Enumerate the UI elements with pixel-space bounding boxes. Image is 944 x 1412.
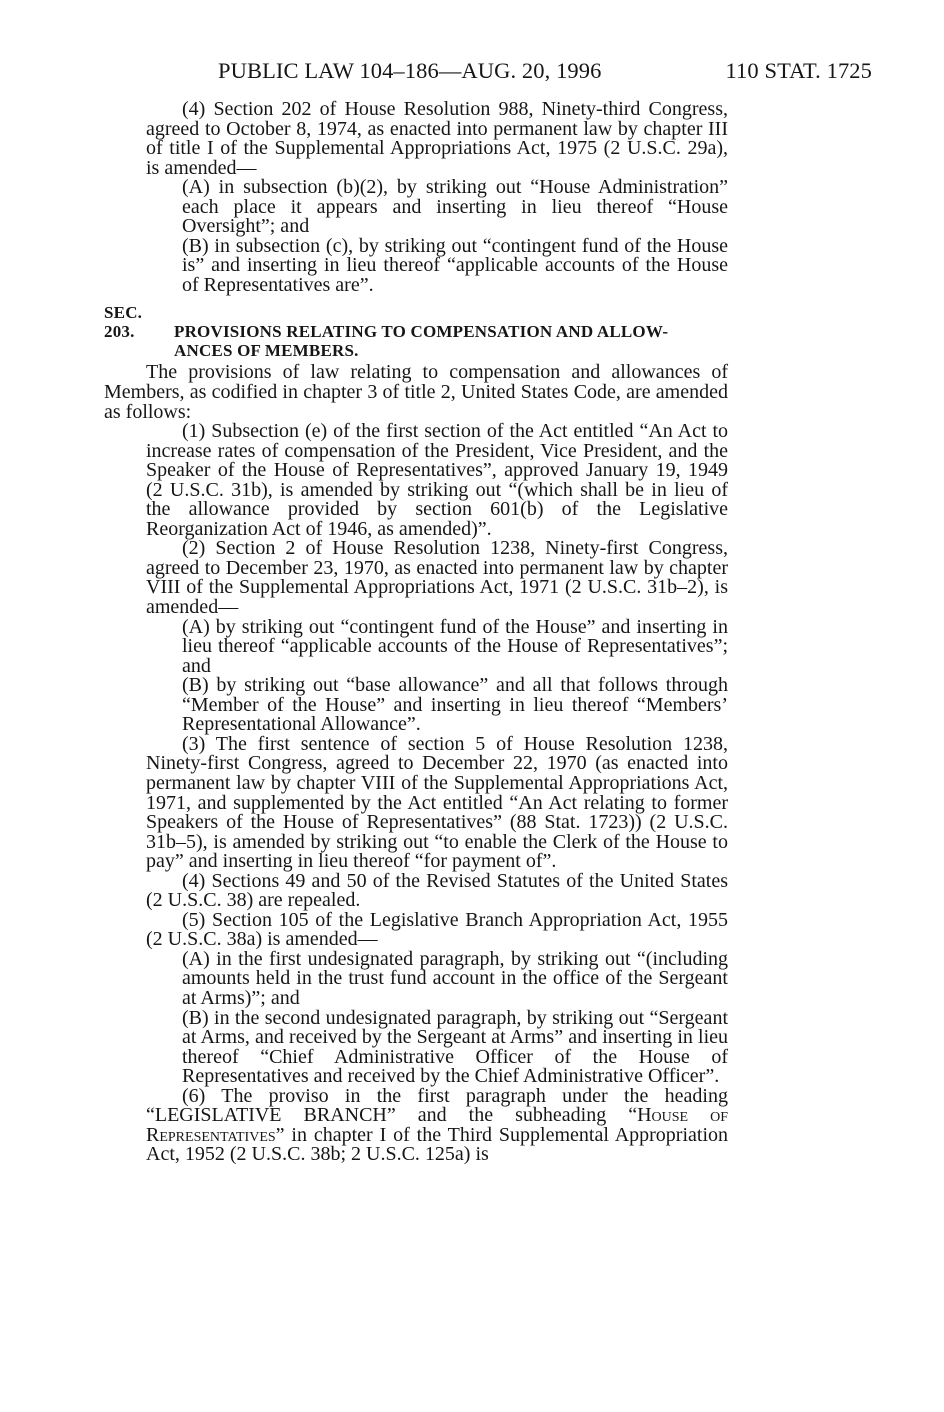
paragraph-4-a-text: (A) in subsection (b)(2), by striking out “House Administration” each place it appears and inserting in lieu thereof “House Oversight”; and [182, 176, 728, 238]
paragraph-2-b-text: (B) by striking out “base allowance” and all that follows through “Member of the House” and inserting in lieu thereof “Members’ Representational Allowance”. [182, 674, 728, 736]
paragraph-5-a [146, 947, 728, 1009]
paragraph-2-a [146, 615, 728, 677]
paragraph-5-a-text: (A) in the first undesignated paragraph, by striking out “(including amounts held in the trust fund account in the office of the Sergeant at Arms)”; and [182, 947, 728, 1009]
paragraph-4-b [146, 234, 728, 296]
paragraph-6 [146, 1084, 728, 1166]
statute-reference: 110 STAT. 1725 [725, 58, 872, 83]
paragraph-3: (3) The first sentence of section 5 of House Resolution 1238, Ninety-first Congress, agreed to December 22, 1970 (as enacted into permanent law by chapter VIII of the Supplemental Appropriations Act, 1971, and supplemented by the Act entitled “An Act relating to former Speakers of the House of Representatives” (88 Stat. 1723)) (2 U.S.C. 31b–5), is amended by striking out “to enable the Clerk of the House to pay” and inserting in lieu thereof “for payment of”. [146, 732, 728, 873]
section-intro: The provisions of law relating to compensation and allowances of Members, as codified in chapter 3 of title 2, United States Code, are amended as follows: [104, 361, 728, 423]
page-header [218, 58, 872, 86]
paragraph-2: (2) Section 2 of House Resolution 1238, Ninety-first Congress, agreed to December 23, 1970, as enacted into permanent law by chapter VIII of the Supplemental Appropriations Act, 1971 (2 U.S.C. 31b–2), is amended— [146, 537, 728, 619]
paragraph-5: (5) Section 105 of the Legislative Branch Appropriation Act, 1955 (2 U.S.C. 38a) is amended— [146, 908, 728, 951]
paragraph-2-b [146, 676, 728, 735]
paragraph-4-intro: (4) Section 202 of House Resolution 988, Ninety-third Congress, agreed to October 8, 1974, as enacted into permanent law by chapter III of title I of the Supplemental Appropriations Act, 1975 (2 U.S.C. 29a), is amended— [146, 98, 728, 179]
paragraph-6-subheading: House of Representatives [146, 1104, 728, 1146]
running-head: PUBLIC LAW 104–186—AUG. 20, 1996 [218, 58, 602, 83]
section-title-line1: PROVISIONS RELATING TO COMPENSATION AND ALLOW- [174, 322, 669, 342]
section-heading [104, 303, 728, 360]
paragraph-5-b-text: (B) in the second undesignated paragraph, by striking out “Sergeant at Arms, and received by the Sergeant at Arms” and inserting in lieu thereof “Chief Administrative Officer of the House of Representatives and received by the Chief Administrative Officer”. [182, 1006, 728, 1088]
section-number: SEC. 203. [104, 303, 143, 342]
paragraph-2-a-text: (A) by striking out “contingent fund of the House” and inserting in lieu thereof “applicable accounts of the House of Representatives”; and [182, 615, 728, 677]
paragraph-6-part2: ” in chapter I of the Third Supplemental Appropriation Act, 1952 (2 U.S.C. 38b; 2 U.S.C. 125a) is [146, 1123, 728, 1166]
paragraph-4-a [146, 178, 728, 237]
paragraph-1: (1) Subsection (e) of the first section of the Act entitled “An Act to increase rates of compensation of the President, Vice President, and the Speaker of the House of Representatives”, approved January 19, 1949 (2 U.S.C. 31b), is amended by striking out “(which shall be in lieu of the allowance provided by section 601(b) of the Legislative Reorganization Act of 1946, as amended)”. [146, 420, 728, 540]
paragraph-4-b-text: (B) in subsection (c), by striking out “contingent fund of the House is” and inserting in lieu thereof “applicable accounts of the House of Representatives are”. [182, 234, 728, 296]
paragraph-6-part1: (6) The proviso in the first paragraph under the heading “LEGISLATIVE BRANCH” and the subheading “ [146, 1084, 728, 1127]
page-body [104, 98, 728, 1166]
section-title-line2: ANCES OF MEMBERS. [174, 341, 359, 361]
paragraph-4: (4) Sections 49 and 50 of the Revised Statutes of the United States (2 U.S.C. 38) are repealed. [146, 869, 728, 912]
paragraph-5-b [146, 1006, 728, 1088]
